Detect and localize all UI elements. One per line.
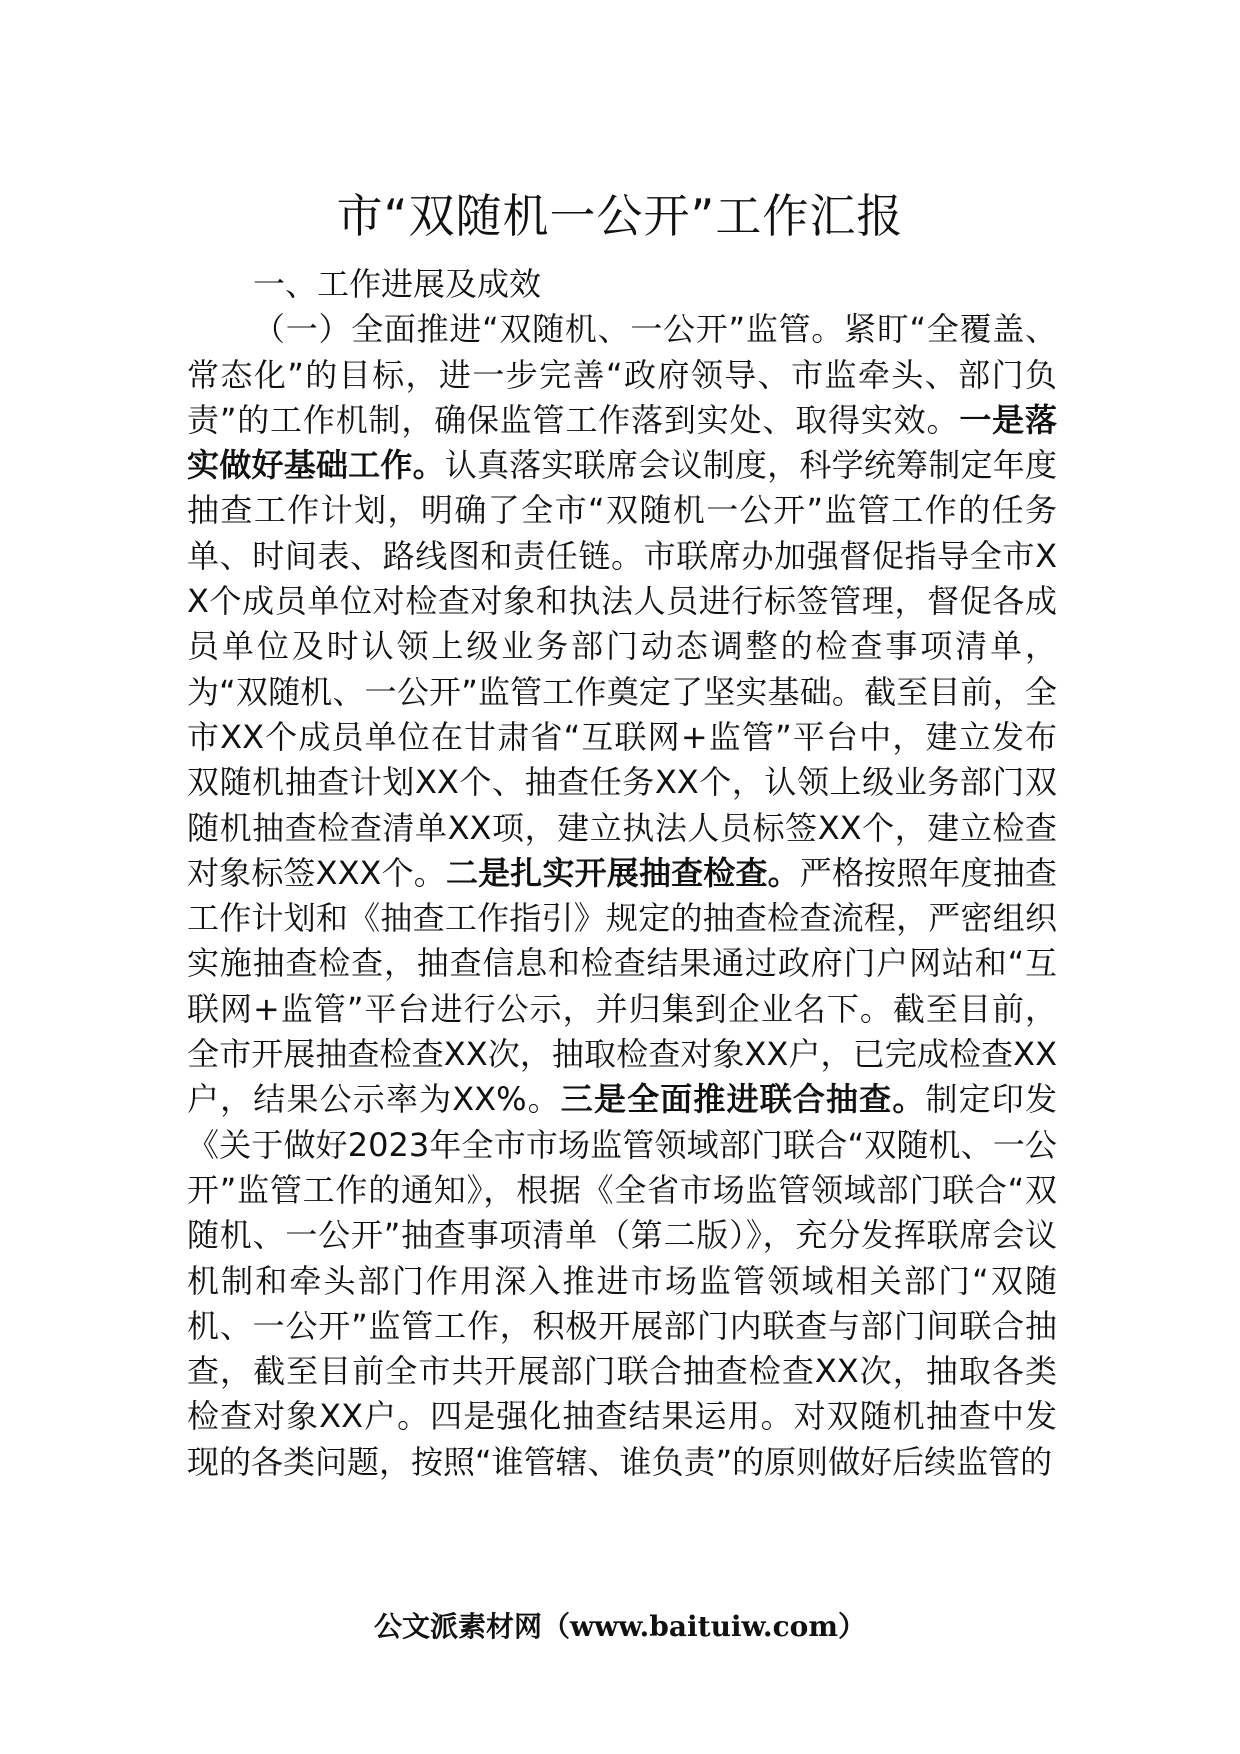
section-heading: 一、工作进展及成效 — [253, 265, 542, 303]
footer-watermark: 公文派素材网（www.baituiw.com） — [374, 1610, 866, 1643]
paragraph-text-3: 严格按照年度抽查工作计划和《抽查工作指引》规定的抽查检查流程，严密组织实施抽查检查，抽查信息和检查结果通过政府门户网站和“互联网+监管”平台进行公示，并归集到企业名下。截至目前，全市开展抽查检查XX次，抽取检查对象XX户，已完成检查XX户，结果公示率为XX%。 — [187, 853, 1057, 1119]
paragraph-text-2: 认真落实联席会议制度，科学统筹制定年度抽查工作计划，明确了全市“双随机一公开”监管工作的任务单、时间表、路线图和责任链。市联席办加强督促指导全市XX个成员单位对检查对象和执法人员进行标签管理，督促各成员单位及时认领上级业务部门动态调整的检查事项清单，为“双随机、一公开”监管工作奠定了坚实基础。截至目前，全市XX个成员单位在甘肃省“互联网+监管”平台中，建立发布双随机抽查计划XX个、抽查任务XX个，认领上级业务部门双随机抽查检查清单XX项，建立执法人员标签XX个，建立检查对象标签XXX个。 — [187, 446, 1057, 892]
bold-subheading-2: 二是扎实开展抽查检查。 — [445, 853, 800, 892]
bold-subheading-1: 一是落实做好基础工作。 — [187, 400, 1057, 485]
bold-subheading-3: 三是全面推进联合抽查。 — [560, 1080, 926, 1119]
paragraph-text-1: （一）全面推进“双随机、一公开”监管。紧盯“全覆盖、常态化”的目标，进一步完善“政府领导、市监牵头、部门负责”的工作机制，确保监管工作落到实处、取得实效。 — [187, 310, 1057, 439]
body-paragraph — [187, 307, 1057, 1485]
paragraph-text-4: 制定印发《关于做好2023年全市市场监管领域部门联合“双随机、一公开”监管工作的通知》，根据《全省市场监管领域部门联合“双随机、一公开”抽查事项清单（第二版）》，充分发挥联席会议机制和牵头部门作用深入推进市场监管领域相关部门“双随机、一公开”监管工作，积极开展部门内联查与部门间联合抽查，截至目前全市共开展部门联合抽查检查XX次，抽取各类检查对象XX户。四是强化抽查结果运用。对双随机抽查中发现的各类问题，按照“谁管辖、谁负责”的原则做好后续监管的 — [187, 1080, 1057, 1481]
document-title: 市“双随机一公开”工作汇报 — [336, 189, 904, 243]
document-body — [187, 262, 1057, 1485]
